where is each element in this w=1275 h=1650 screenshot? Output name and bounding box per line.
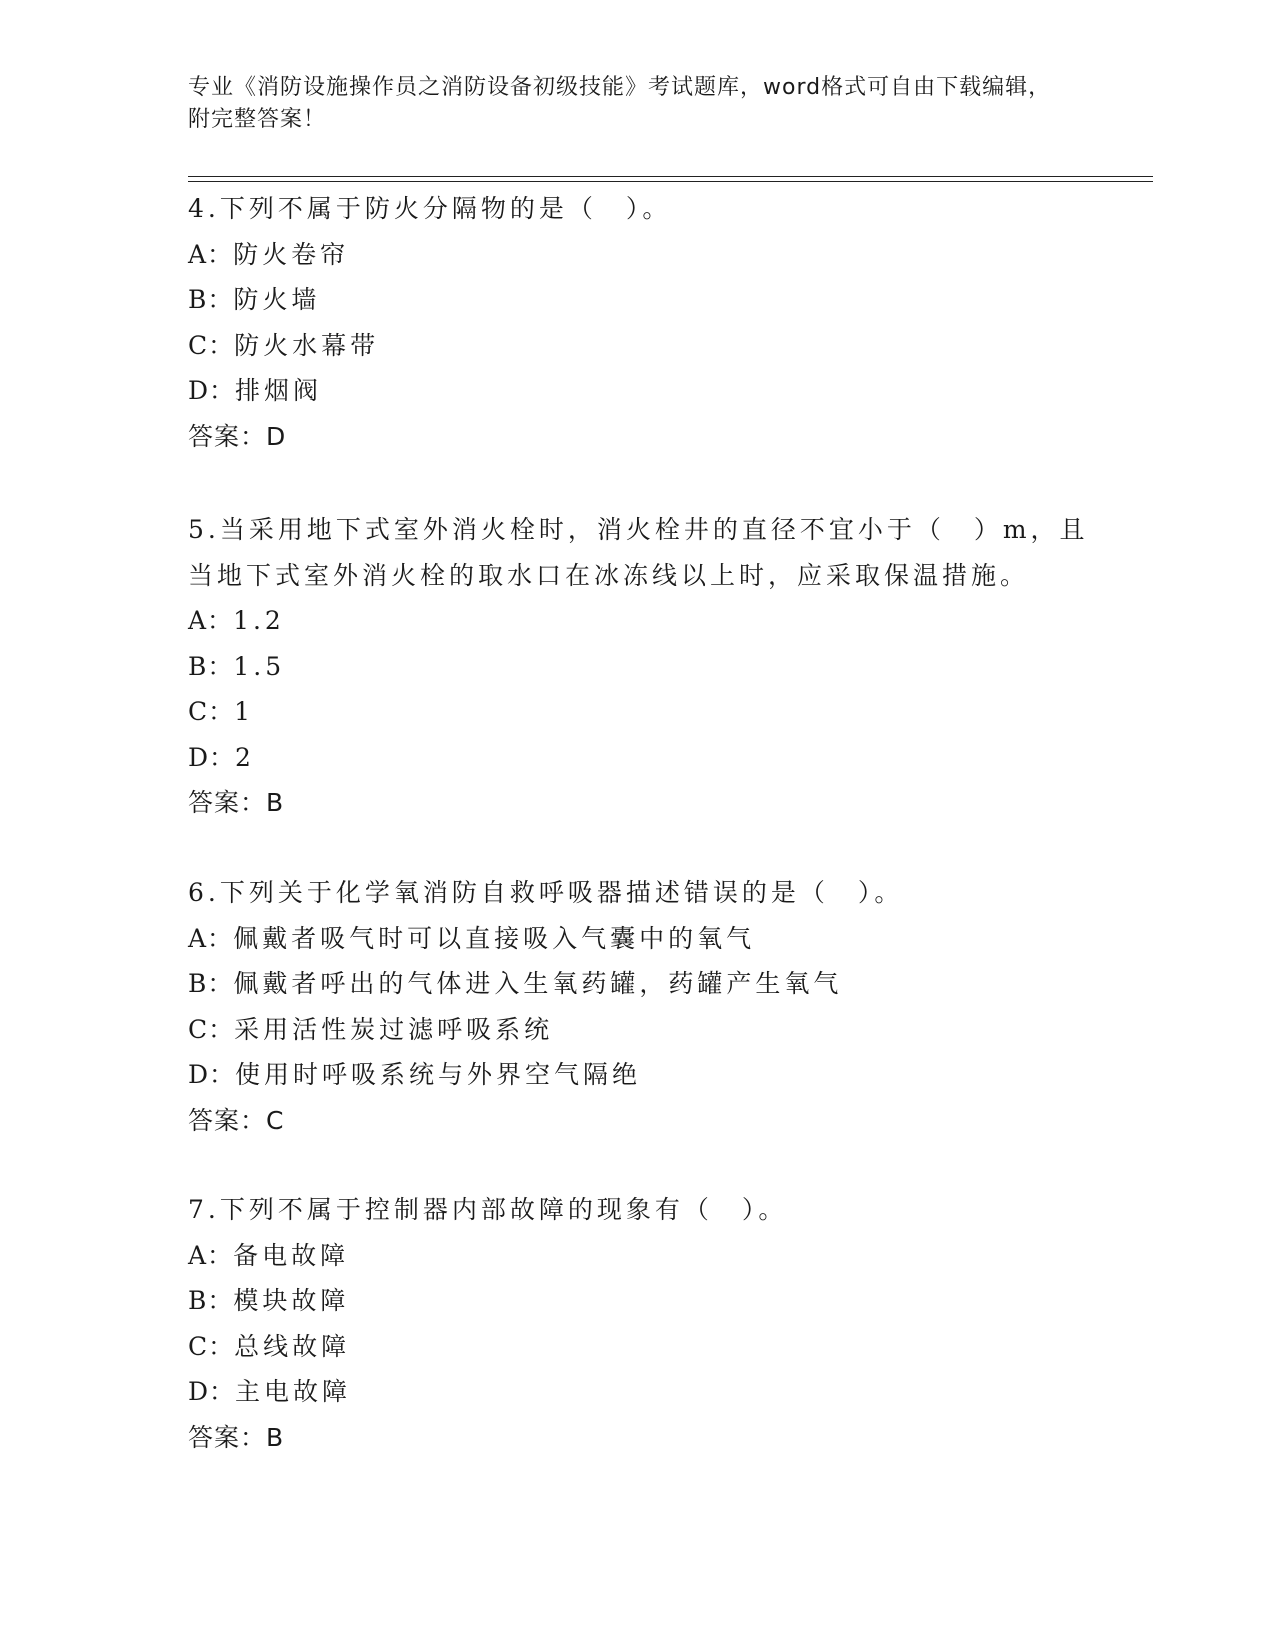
option-letter: A： — [188, 923, 234, 953]
option-letter: B： — [188, 1286, 234, 1315]
question-stem: 7.下列不属于控制器内部故障的现象有（ ）。 — [188, 1195, 788, 1224]
answer-label: 答案：B — [188, 788, 285, 817]
option-letter: B： — [188, 969, 234, 998]
option-text: 备电故障 — [233, 1240, 350, 1270]
option-text: 佩戴者吸气时可以直接吸入气囊中的氧气 — [233, 923, 756, 953]
option-b — [188, 1278, 1088, 1324]
header-divider-top — [188, 176, 1153, 177]
option-letter: C： — [188, 697, 235, 726]
header-divider-bottom — [188, 181, 1153, 182]
option-b — [188, 644, 1088, 690]
option-c — [188, 1324, 1088, 1370]
question-6 — [188, 870, 1088, 1143]
option-text: 1.5 — [233, 651, 286, 681]
answer-label: 答案：C — [188, 1105, 285, 1135]
option-letter: B： — [188, 285, 234, 314]
option-letter: C： — [188, 330, 235, 360]
option-letter: D： — [188, 1060, 236, 1089]
option-letter: C： — [188, 1331, 235, 1361]
question-4 — [188, 186, 1088, 459]
option-letter: A： — [188, 239, 234, 269]
answer-label: 答案：B — [188, 1422, 285, 1452]
option-letter: B： — [188, 651, 234, 681]
option-b — [188, 961, 1088, 1007]
option-text: 主电故障 — [235, 1377, 352, 1406]
option-d — [188, 368, 1088, 414]
option-letter: C： — [188, 1014, 235, 1044]
question-stem: 4.下列不属于防火分隔物的是（ ）。 — [188, 194, 672, 223]
option-d — [188, 1369, 1088, 1415]
option-text: 2 — [235, 742, 255, 772]
question-stem-line-2: 当地下式室外消火栓的取水口在冰冻线以上时，应采取保温措施。 — [188, 560, 1030, 590]
option-a — [188, 598, 1088, 644]
option-a — [188, 232, 1088, 278]
question-7 — [188, 1187, 1088, 1460]
option-text: 1 — [234, 697, 255, 726]
option-text: 防火卷帘 — [233, 239, 350, 269]
option-text: 排烟阀 — [235, 376, 323, 405]
option-c — [188, 689, 1088, 735]
option-letter: D： — [188, 742, 236, 772]
option-d — [188, 1052, 1088, 1098]
question-stem-line-1: 5.当采用地下式室外消火栓时，消火栓井的直径不宜小于（ ）m，且 — [188, 515, 1089, 544]
option-text: 防火墙 — [233, 285, 321, 314]
document-header: 专业《消防设施操作员之消防设备初级技能》考试题库，word格式可自由下载编辑，附完整答案！ — [188, 75, 1052, 132]
option-text: 佩戴者呼出的气体进入生氧药罐，药罐产生氧气 — [233, 969, 843, 998]
option-a — [188, 1233, 1088, 1279]
option-d — [188, 735, 1088, 781]
answer-label: 答案：D — [188, 421, 287, 451]
question-stem: 6.下列关于化学氧消防自救呼吸器描述错误的是（ ）。 — [188, 878, 904, 907]
option-text: 模块故障 — [233, 1286, 350, 1315]
option-text: 采用活性炭过滤呼吸系统 — [234, 1014, 554, 1044]
option-letter: A： — [188, 606, 234, 635]
option-letter: A： — [188, 1240, 234, 1270]
option-a — [188, 916, 1088, 962]
option-c — [188, 323, 1088, 369]
option-b — [188, 277, 1088, 323]
option-text: 总线故障 — [234, 1331, 351, 1361]
option-c — [188, 1007, 1088, 1053]
option-text: 1.2 — [233, 606, 285, 635]
option-letter: D： — [188, 1377, 236, 1406]
option-text: 使用时呼吸系统与外界空气隔绝 — [235, 1060, 642, 1089]
option-text: 防火水幕带 — [234, 330, 380, 360]
question-5 — [188, 507, 1088, 826]
option-letter: D： — [188, 376, 236, 405]
